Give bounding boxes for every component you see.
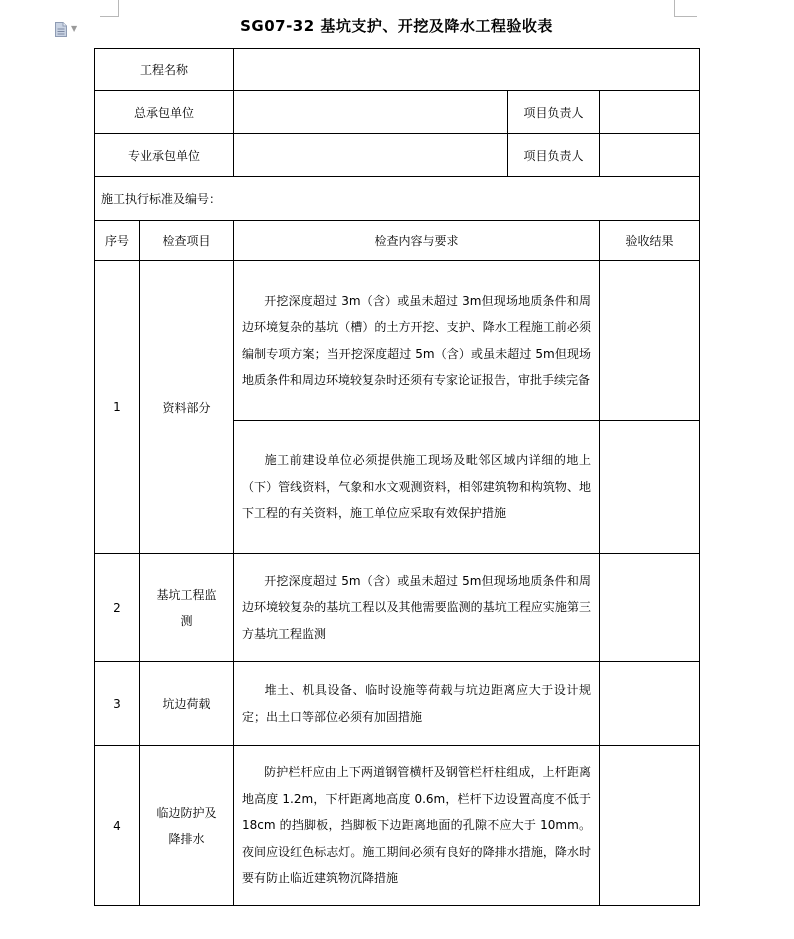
row-1-content-a-text: 开挖深度超过 3m（含）或虽未超过 3m但现场地质条件和周边环境复杂的基坑（槽）的土方开挖、支护、降水工程施工前必须编制专项方案；当开挖深度超过 5m（含）或虽未超过 5m但现场地质条件和周边环境较复杂时还须有专家论证报告，审批手续完备 [242, 293, 592, 387]
row-1-item: 资料部分 [140, 261, 234, 554]
standard-label[interactable]: 施工执行标准及编号： [95, 177, 700, 221]
sub-contractor-label: 专业承包单位 [95, 134, 234, 177]
row-general-contractor [95, 91, 700, 134]
row-2-content-text: 开挖深度超过 5m（含）或虽未超过 5m但现场地质条件和周边环境较复杂的基坑工程以及其他需要监测的基坑工程应实施第三方基坑工程监测 [242, 573, 592, 641]
row-1-content-b [234, 421, 600, 554]
row-4-item [140, 746, 234, 906]
row-3-result[interactable] [600, 662, 700, 746]
row-4-content [234, 746, 600, 906]
project-leader-label-2: 项目负责人 [508, 134, 600, 177]
row-1-content-b-text: 施工前建设单位必须提供施工现场及毗邻区域内详细的地上（下）管线资料，气象和水文观测资料，相邻建筑物和构筑物、地下工程的有关资料，施工单位应采取有效保护措施 [242, 453, 592, 521]
row-3-item: 坑边荷载 [140, 662, 234, 746]
project-name-value[interactable] [234, 49, 700, 91]
row-3-no: 3 [95, 662, 140, 746]
document-icon[interactable] [55, 22, 67, 37]
column-header-item: 检查项目 [140, 221, 234, 261]
project-name-label: 工程名称 [95, 49, 234, 91]
row-column-headers [95, 221, 700, 261]
column-header-result: 验收结果 [600, 221, 700, 261]
table-row [95, 746, 700, 906]
row-2-item-line1: 基坑工程监 [156, 587, 217, 602]
page-title: SG07-32 基坑支护、开挖及降水工程验收表 [240, 17, 553, 35]
row-1-content-a [234, 261, 600, 421]
column-header-no: 序号 [95, 221, 140, 261]
row-2-item-line2: 测 [180, 613, 193, 628]
table-row [95, 554, 700, 662]
row-3-content-text: 堆土、机具设备、临时设施等荷载与坑边距离应大于设计规定；出土口等部位必须有加固措施 [242, 683, 592, 724]
acceptance-form-table [94, 48, 700, 906]
row-2-no: 2 [95, 554, 140, 662]
sub-contractor-value[interactable] [234, 134, 508, 177]
row-4-no: 4 [95, 746, 140, 906]
row-2-result[interactable] [600, 554, 700, 662]
row-2-item [140, 554, 234, 662]
row-project-name [95, 49, 700, 91]
row-1-result-a[interactable] [600, 261, 700, 421]
row-3-content [234, 662, 600, 746]
row-4-item-line1: 临边防护及 [156, 805, 217, 820]
row-1-no: 1 [95, 261, 140, 554]
row-4-result[interactable] [600, 746, 700, 906]
general-contractor-label: 总承包单位 [95, 91, 234, 134]
general-contractor-value[interactable] [234, 91, 508, 134]
row-sub-contractor [95, 134, 700, 177]
row-2-content [234, 554, 600, 662]
table-row [95, 662, 700, 746]
chevron-down-icon[interactable]: ▼ [71, 24, 78, 33]
row-4-item-label [157, 800, 217, 852]
project-leader-value-2[interactable] [600, 134, 700, 177]
row-4-item-line2: 降排水 [168, 831, 205, 846]
row-standard [95, 177, 700, 221]
row-4-content-text: 防护栏杆应由上下两道钢管横杆及钢管栏杆柱组成，上杆距离地高度 1.2m，下杆距离地高度 0.6m，栏杆下边设置高度不低于 18cm 的挡脚板，挡脚板下边距离地面的孔隙不应大于 10mm。夜间应设红色标志灯。施工期间必须有良好的降排水措施，降水时要有防止临近建筑物沉降措施 [242, 765, 592, 886]
column-header-content: 检查内容与要求 [234, 221, 600, 261]
project-leader-label-1: 项目负责人 [508, 91, 600, 134]
project-leader-value-1[interactable] [600, 91, 700, 134]
row-1-result-b[interactable] [600, 421, 700, 554]
row-2-item-label [157, 582, 217, 634]
table-row [95, 261, 700, 421]
